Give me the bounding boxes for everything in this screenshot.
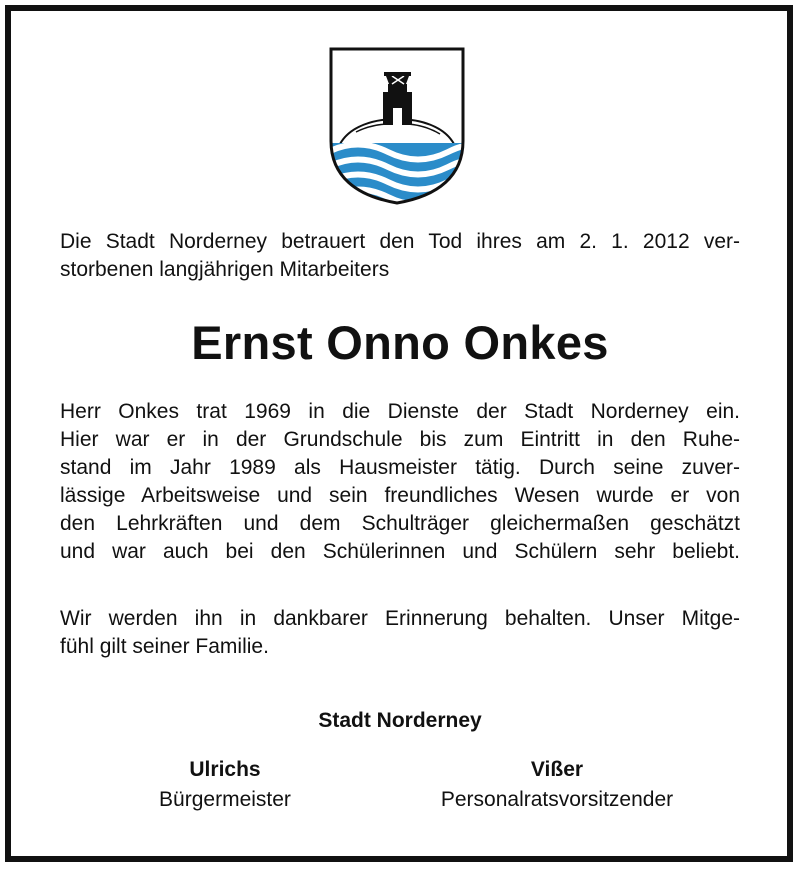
tribute-line: Hier war er in der Grundschule bis zum Eintritt in den Ruhe-	[60, 428, 740, 451]
tribute-paragraph	[60, 398, 740, 566]
intro-paragraph	[60, 228, 740, 284]
signer-role: Bürgermeister	[159, 788, 291, 811]
deceased-name: Ernst Onno Onkes	[191, 316, 609, 369]
closing-line: Wir werden ihn in dankbarer Erinnerung behalten. Unser Mitge-	[60, 607, 740, 630]
signature-organization: Stadt Norderney	[318, 709, 482, 732]
closing-paragraph	[60, 605, 740, 661]
intro-line: Die Stadt Norderney betrauert den Tod ihres am 2. 1. 2012 ver-	[60, 230, 740, 253]
norderney-coat-of-arms-icon	[328, 46, 466, 206]
tribute-line: und war auch bei den Schülerinnen und Schülern sehr beliebt.	[60, 540, 740, 563]
signer-mayor	[125, 755, 325, 815]
tribute-line: Herr Onkes trat 1969 in die Dienste der Stadt Norderney ein.	[60, 400, 740, 423]
signer-role: Personalratsvorsitzender	[440, 788, 674, 811]
closing-line: fühl gilt seiner Familie.	[60, 635, 269, 658]
signer-staff-council	[407, 755, 707, 815]
signer-name: Vißer	[530, 758, 584, 781]
intro-line: storbenen langjährigen Mitarbeiters	[60, 258, 390, 281]
tribute-line: lässige Arbeitsweise und sein freundliches Wesen wurde er von	[60, 484, 740, 507]
tribute-line: stand im Jahr 1989 als Hausmeister tätig. Durch seine zuver-	[60, 456, 740, 479]
tribute-line: den Lehrkräften und dem Schulträger gleichermaßen geschätzt	[60, 512, 740, 535]
signer-name: Ulrichs	[189, 758, 261, 781]
